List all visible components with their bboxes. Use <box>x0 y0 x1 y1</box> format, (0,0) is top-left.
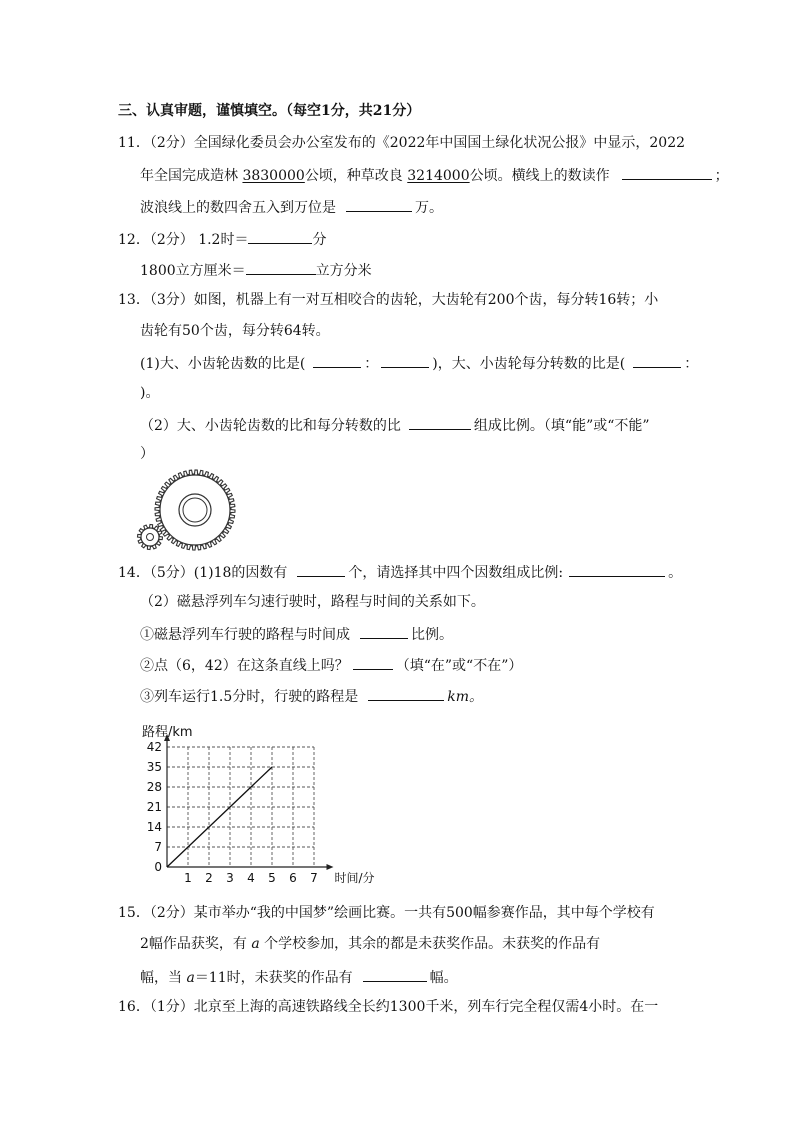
section-title: 三、认真审题，谨慎填空。（每空1分，共21分） <box>118 103 421 119</box>
q14-line1: 14．（5分）(1)18的因数有 个，请选择其中四个因数组成比例: 。 <box>118 561 682 583</box>
q12-blank-2[interactable] <box>246 259 316 275</box>
y-tick-label: 28 <box>146 780 162 794</box>
y-axis-label: 路程/km <box>142 725 193 740</box>
y-tick-label: 0 <box>154 860 162 874</box>
q15-line2: 2幅作品获奖，有 a 个学校参加，其余的都是未获奖作品。未获奖的作品有 <box>140 936 601 952</box>
q11-blank-2[interactable] <box>346 196 412 212</box>
x-tick-label: 1 <box>184 871 192 885</box>
x-tick-label: 7 <box>310 871 318 885</box>
q11-blank-1[interactable] <box>622 164 712 180</box>
q12-line2: 1800立方厘米＝ 立方分米 <box>140 259 372 281</box>
q13-blank-4[interactable] <box>409 414 471 430</box>
grassland-value: 3214000 <box>407 168 470 184</box>
q11-number: 11． <box>118 135 150 151</box>
q14-line2: （2）磁悬浮列车匀速行驶时，路程与时间的关系如下。 <box>140 594 485 610</box>
q14-sub3: ③列车运行1.5分时，行驶的路程是 km。 <box>140 685 483 707</box>
q15-line3: 幅，当 a＝11时，未获奖的作品有 幅。 <box>140 966 458 988</box>
y-tick-label: 21 <box>146 800 162 814</box>
q14-blank-2[interactable] <box>569 561 665 577</box>
q13-line2: 齿轮有50个齿，每分转64转。 <box>140 323 330 339</box>
q14-blank-1[interactable] <box>297 561 345 577</box>
q11-line1 <box>118 133 685 153</box>
q13-line1: 13．（3分）如图，机器上有一对互相咬合的齿轮，大齿轮有200个齿，每分转16转；小 <box>118 292 659 308</box>
afforestation-value: 3830000 <box>242 168 305 184</box>
large-gear <box>155 470 235 550</box>
x-tick-label: 3 <box>226 871 234 885</box>
q13-blank-1[interactable] <box>313 352 361 368</box>
y-tick-label: 42 <box>146 740 162 754</box>
q13-part1-end: )。 <box>140 385 160 401</box>
q14-sub1: ①磁悬浮列车行驶的路程与时间成 比例。 <box>140 623 453 645</box>
x-tick-label: 2 <box>205 871 213 885</box>
q13-part1: (1)大、小齿轮齿数的比是( ： )，大、小齿轮每分转数的比是( ： <box>140 352 698 374</box>
q14-sub2: ②点（6，42）在这条直线上吗？ （填“在”或“不在”） <box>140 654 522 676</box>
q14-blank-5[interactable] <box>368 685 444 701</box>
q13-part2-end: ） <box>140 446 154 462</box>
x-tick-label: 6 <box>289 871 297 885</box>
y-tick-label: 35 <box>146 760 162 774</box>
q15-blank-1[interactable] <box>363 966 427 982</box>
variable-a: a <box>251 936 260 952</box>
distance-time-chart <box>134 716 384 888</box>
q12-blank-1[interactable] <box>248 228 312 244</box>
q11-text: 全国绿化委员会办公室发布的《2022年中国国土绿化状况公报》中显示，2022 <box>193 135 686 151</box>
q13-part2: （2）大、小齿轮齿数的比和每分转数的比 组成比例。（填“能”或“不能” <box>140 414 650 436</box>
x-tick-label: 5 <box>268 871 276 885</box>
gears-figure <box>133 466 243 556</box>
q12-line1: 12．（2分） 1.2时＝ 分 <box>118 228 326 250</box>
small-gear <box>138 525 163 550</box>
q14-blank-3[interactable] <box>360 623 408 639</box>
q16-line1: 16．（1分）北京至上海的高速铁路线全长约1300千米，列车行完全程仅需4小时。在一 <box>118 999 659 1015</box>
q11-line2: 年全国完成造林 3830000公顷，种草改良 3214000公顷。横线上的数读作 ； <box>140 164 729 186</box>
q14-blank-4[interactable] <box>353 654 393 670</box>
x-tick-label: 4 <box>247 871 255 885</box>
x-axis-label: 时间/分 <box>334 871 375 885</box>
q13-blank-3[interactable] <box>633 352 681 368</box>
q13-blank-2[interactable] <box>381 352 429 368</box>
q11-line3: 波浪线上的数四舍五入到万位是 万。 <box>140 196 443 218</box>
q15-line1: 15．（2分）某市举办“我的中国梦”绘画比赛。一共有500幅参赛作品，其中每个学校有 <box>118 905 655 921</box>
y-tick-label: 7 <box>154 840 162 854</box>
q11-score: （2分） <box>149 135 194 151</box>
y-tick-label: 14 <box>146 820 162 834</box>
